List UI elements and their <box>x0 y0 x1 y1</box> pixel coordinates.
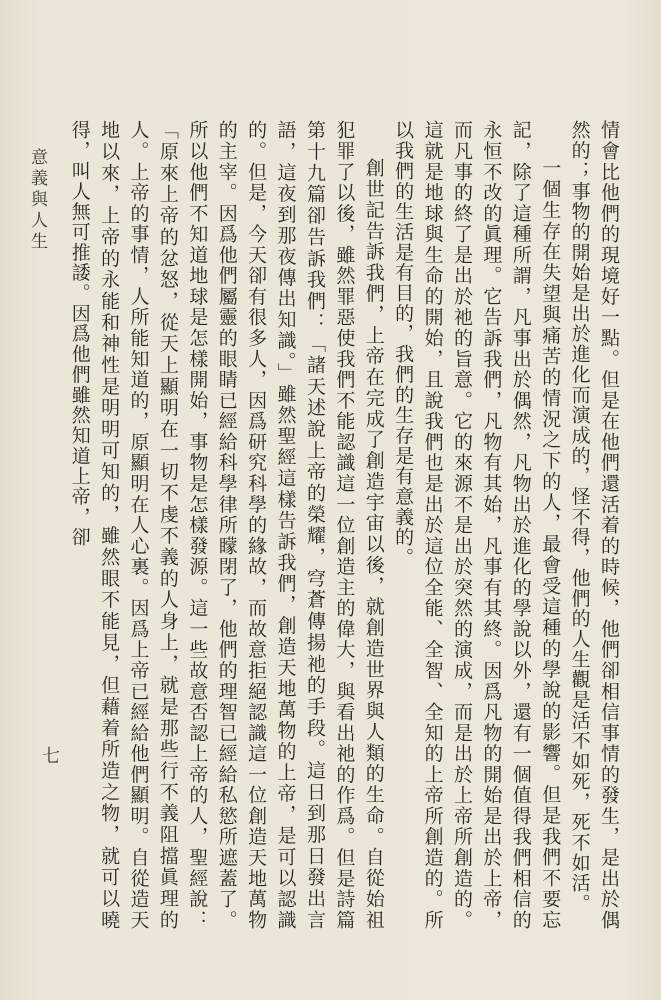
body-text <box>68 120 623 930</box>
paragraph-3: 創世記告訴我們，上帝在完成了創造宇宙以後，就創造世界與人類的生命。自從始祖犯罪了以後，雖然罪惡使我們不能認識這一位創造主的偉大，與看出祂的作爲。但是詩篇第十九篇卻告訴我們：「諸天述說上帝的榮耀，穹蒼傳揚祂的手段。這日到那日發出言語，這夜到那夜傳出知識。」雖然聖經這樣告訴我們，創造天地萬物的上帝，是可以認識的。但是，今天卻有很多人，因爲研究科學的緣故，而故意拒絕認識這一位創造天地萬物的主宰。因爲他們屬靈的眼睛已經給科學律所矇閉了，他們的理智已經給私慾所遮蓋了。所以他們不知道地球是怎樣開始，事物是怎樣發源。這一些故意否認上帝的人，聖經說：「原來上帝的忿怒，從天上顯明在一切不虔不義的人身上，就是那些行不義阻擋眞理的人。上帝的事情，人所能知道的，原顯明在人心裏。因爲上帝已經給他們顯明。自從造天地以來，上帝的永能和神性是明明可知的，雖然眼不能見，但藉着所造之物，就可以曉得，叫人無可推諉。因爲他們雖然知道上帝，卻 <box>68 120 385 930</box>
paragraph-2: 一個生存在失望與痛苦的情況之下的人，最會受這種的學說的影響。但是我們不要忘記，除了這種所謂，凡事出於偶然，凡物出於進化的學說以外，還有一個值得我們相信的永恒不改的眞理。它告訴我們，凡物有其始，凡事有其終。因爲凡物的開始是出於上帝，而凡事的終了是出於祂的旨意。它的來源不是出於突然的演成，而是出於上帝所創造的。這就是地球與生命的開始，且說我們也是出於這位全能、全智、全知的上帝所創造的。所以我們的生活是有目的，我們的生存是有意義的。 <box>392 120 562 930</box>
page-number: 七 <box>42 746 60 767</box>
paragraph-1: 情會比他們的現境好一點。但是在他們還活着的時候，他們卻相信事情的發生，是出於偶然的；事物的開始是出於進化而演成的，怪不得，他們的人生觀是活不如死，死不如活。 <box>568 120 620 930</box>
running-title: 意義與人生 <box>27 148 47 253</box>
